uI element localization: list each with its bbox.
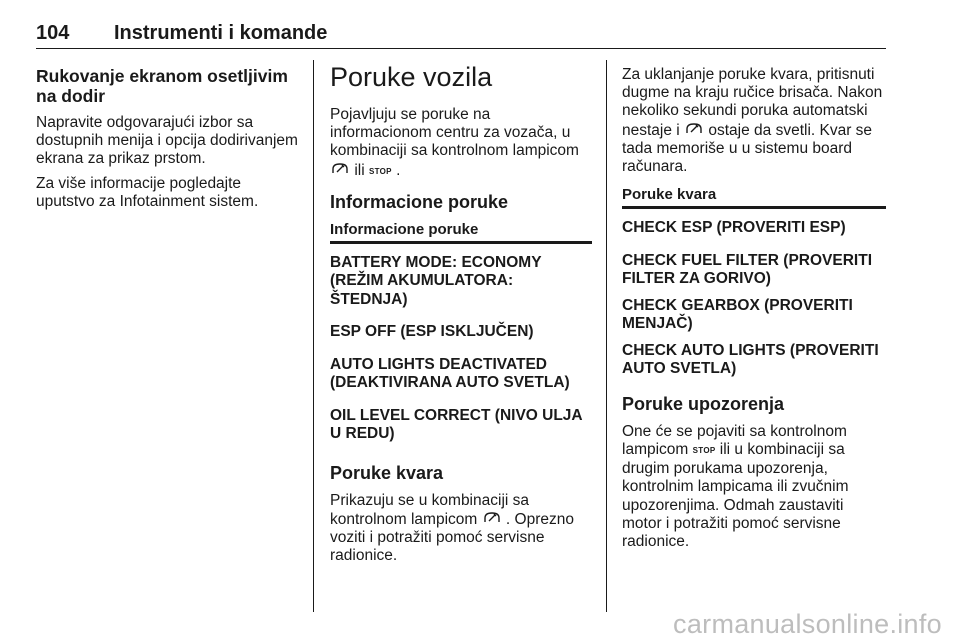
column-3 xyxy=(622,66,886,557)
touchscreen-heading: Rukovanje ekranom osetljivim na dodir xyxy=(36,66,288,106)
wrench-car-icon-svg xyxy=(330,161,350,175)
fault-removal-paragraph xyxy=(622,66,886,176)
column-divider-1 xyxy=(313,60,314,612)
page-header xyxy=(36,22,886,52)
info-message-2: ESP OFF (ESP ISKLJUČEN) xyxy=(330,323,534,341)
page-number: 104 xyxy=(36,22,70,44)
info-messages-heading: Informacione poruke xyxy=(330,191,509,212)
info-message-4: OIL LEVEL CORRECT (NIVO ULJA U REDU) xyxy=(330,406,583,443)
fault-message-2: CHECK FUEL FILTER (PROVERITI FILTER ZA GORIVO) xyxy=(622,251,873,288)
info-message-1: BATTERY MODE: ECONOMY (REŽIM AKUMULATORA: ŠTEDNJA) xyxy=(330,253,542,308)
info-message-3: AUTO LIGHTS DEACTIVATED (DEAKTIVIRANA AUTO SVETLA) xyxy=(330,355,570,392)
wrench-car-icon xyxy=(482,510,502,529)
column-divider-2 xyxy=(606,60,607,612)
fault-messages-table-head: Poruke kvara xyxy=(622,186,886,209)
warning-messages-heading: Poruke upozorenja xyxy=(622,393,785,414)
intro-text: Pojavljuju se poruke na informacionom centru za vozača, u kombinaciji sa kontrolnom lampicom xyxy=(330,106,579,160)
fault-message-1: CHECK ESP (PROVERITI ESP) xyxy=(622,219,846,237)
column-2 xyxy=(330,62,592,572)
wrench-car-icon-svg xyxy=(482,510,502,524)
touchscreen-paragraph-1: Napravite odgovarajući izbor sa dostupnih menija i opcija dodirivanjem ekrana za prikaz prstom. xyxy=(36,114,298,168)
fault-text-b: . Oprezno voziti i potražiti pomoć servisne radionice. xyxy=(330,511,574,565)
stop-icon: STOP xyxy=(368,166,392,176)
fault-message-3: CHECK GEARBOX (PROVERITI MENJAČ) xyxy=(622,296,853,333)
intro-or: ili xyxy=(354,161,369,179)
removal-text-b: ostaje da svetli. Kvar se tada memoriše u u sistemu board računara. xyxy=(622,121,873,176)
intro-end: . xyxy=(396,161,401,179)
info-messages-table-head: Informacione poruke xyxy=(330,221,592,244)
fault-messages-paragraph xyxy=(330,492,592,566)
warning-messages-paragraph xyxy=(622,423,886,551)
column-1 xyxy=(36,66,298,217)
wrench-car-icon xyxy=(684,121,704,140)
warning-text-b: ili u kombinaciji sa drugim porukama upozorenja, kontrolnim lampicama ili zvučnim upozorenjima. Odmah zaustaviti motor i potražiti pomoć servisne radionice. xyxy=(622,440,849,550)
vehicle-messages-intro xyxy=(330,106,592,181)
wrench-car-icon-svg xyxy=(684,121,704,135)
removal-text-a: Za uklanjanje poruke kvara, pritisnuti dugme na kraju ručice brisača. Nakon nekoliko sekundi poruka automatski nestaje i xyxy=(622,66,883,139)
chapter-title: Instrumenti i komande xyxy=(114,22,328,44)
fault-messages-heading: Poruke kvara xyxy=(330,462,444,483)
stop-icon: STOP xyxy=(692,445,716,455)
touchscreen-paragraph-2: Za više informacije pogledajte uputstvo za Infotainment sistem. xyxy=(36,174,259,210)
fault-message-4: CHECK AUTO LIGHTS (PROVERITI AUTO SVETLA) xyxy=(622,341,879,378)
vehicle-messages-title: Poruke vozila xyxy=(330,62,493,92)
watermark: carmanualsonline.info xyxy=(673,609,942,639)
fault-text-a: Prikazuju se u kombinaciji sa kontrolnom lampicom xyxy=(330,491,530,529)
header-rule xyxy=(36,48,886,49)
warning-text-a: One će se pojaviti sa kontrolnom lampicom xyxy=(622,422,847,458)
wrench-car-icon xyxy=(330,161,350,180)
